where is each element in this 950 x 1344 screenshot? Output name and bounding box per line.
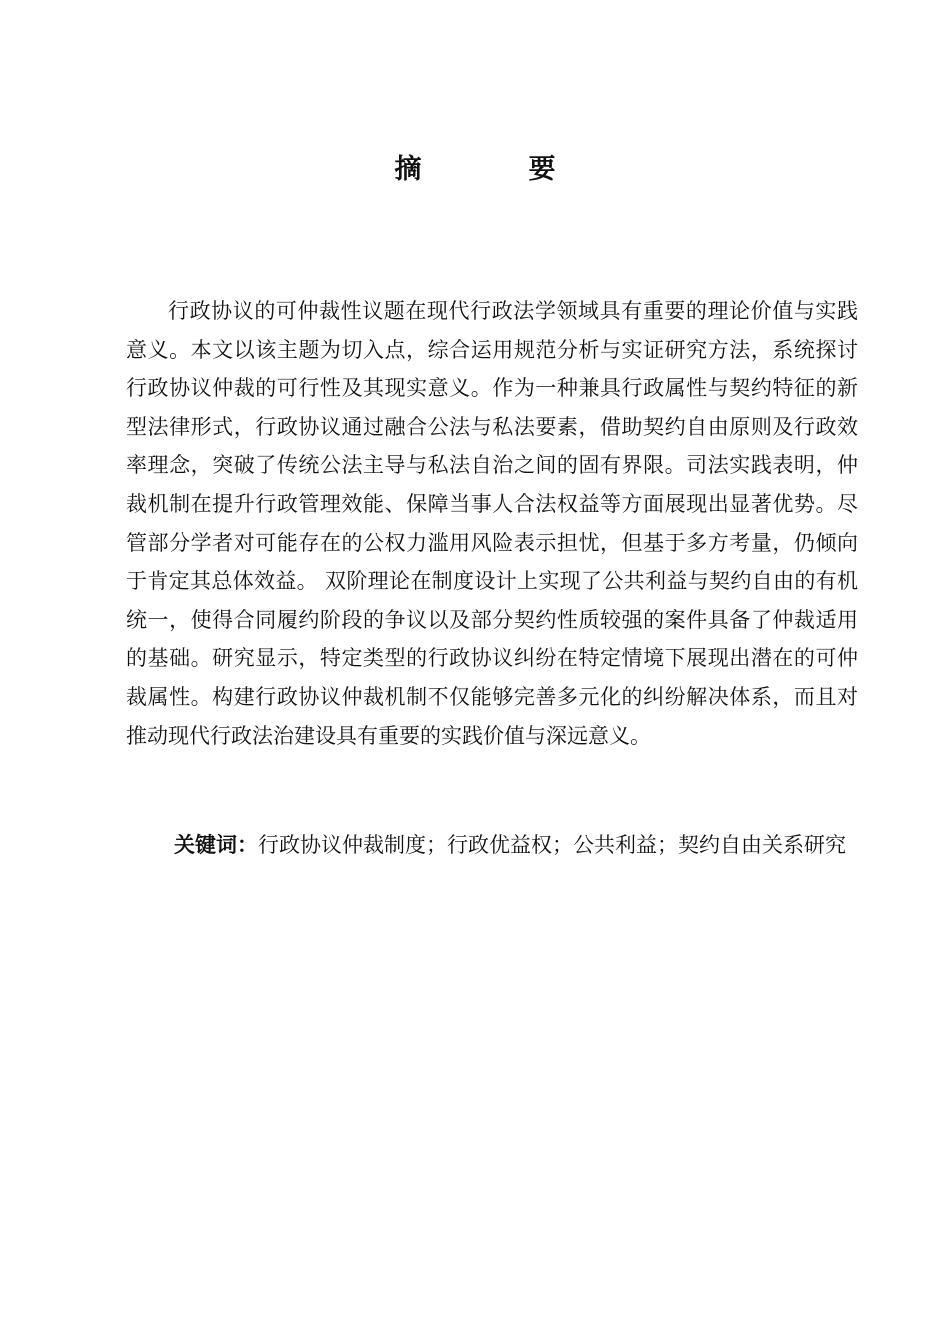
abstract-body: 行政协议的可仲裁性议题在现代行政法学领域具有重要的理论价值与实践意义。本文以该主题为切入点，综合运用规范分析与实证研究方法，系统探讨行政协议仲裁的可行性及其现实意义。作为一种兼具行政属性与契约特征的新型法律形式，行政协议通过融合公法与私法要素，借助契约自由原则及行政效率理念，突破了传统公法主导与私法自治之间的固有界限。司法实践表明，仲裁机制在提升行政管理效能、保障当事人合法权益等方面展现出显著优势。尽管部分学者对可能存在的公权力滥用风险表示担忧，但基于多方考量，仍倾向于肯定其总体效益。 双阶理论在制度设计上实现了公共利益与契约自由的有机统一，使得合同履约阶段的争议以及部分契约性质较强的案件具备了仲裁适用的基础。研究显示，特定类型的行政协议纠纷在特定情境下展现出潜在的可仲裁属性。构建行政协议仲裁机制不仅能够完善多元化的纠纷解决体系，而且对推动现代行政法治建设具有重要的实践价值与深远意义。	[126, 299, 858, 748]
abstract-title: 摘 要	[394, 154, 596, 185]
keywords-paragraph	[126, 826, 858, 865]
keywords-label: 关键词：	[174, 833, 258, 857]
keywords-text: 行政协议仲裁制度；行政优益权；公共利益；契约自由关系研究	[258, 833, 846, 857]
